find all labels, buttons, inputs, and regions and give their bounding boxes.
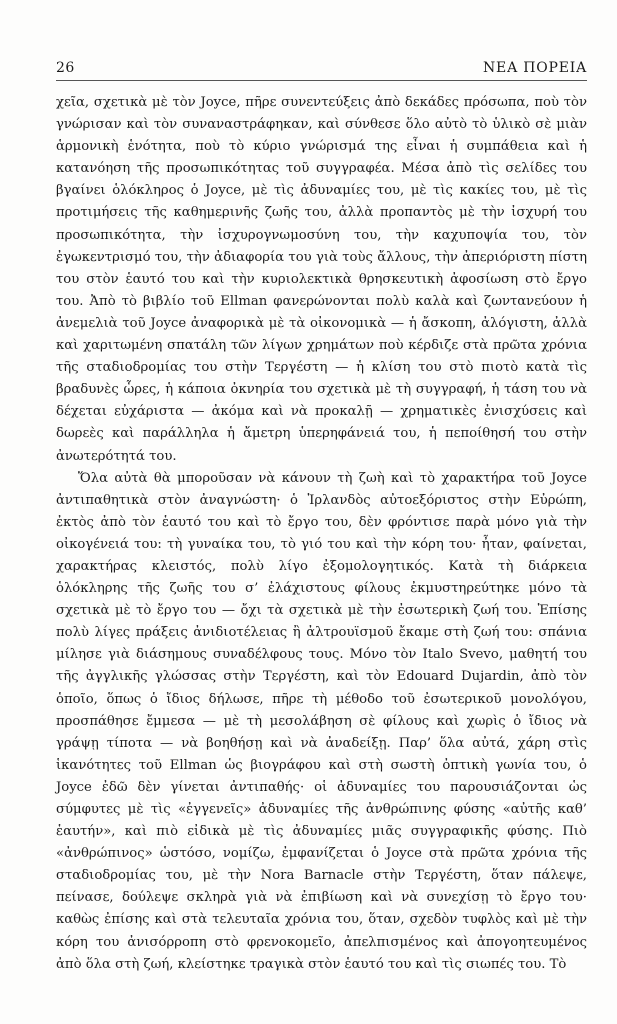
running-title: ΝΕΑ ΠΟΡΕΙΑ (483, 60, 587, 76)
page-number: 26 (56, 60, 75, 76)
paragraph-2: Ὅλα αὐτὰ θὰ μποροῦσαν νὰ κάνουν τὴ ζωὴ καὶ τὸ χαρακτήρα τοῦ Joyce ἀντιπαθητικὰ στὸν ἀναγνώστη· ὁ Ἰρλανδὸς αὐτοεξόριστος στὴν Εὐρώπη, ἐκτὸς ἀπὸ τὸν ἑαυτό του καὶ τὸ ἔργο του, δὲν φρόντισε παρὰ μόνο γιὰ τὴν οἰκογένειά του: τὴ γυναίκα του, τὸ γιό του καὶ τὴν κόρη του· ἦταν, φαίνεται, χαρακτήρας κλειστός, πολὺ λίγο ἐξομολογητικός. Κατὰ τὴ διάρκεια ὁλόκληρης τῆς ζωῆς του σ’ ἐλάχιστους φίλους ἐκμυστηρεύτηκε μόνο τὰ σχετικὰ μὲ τὸ ἔργο του — ὄχι τὰ σχετικὰ μὲ τὴν ἐσωτερικὴ ζωή του. Ἐπίσης πολὺ λίγες πράξεις ἀνιδιοτέλειας ἢ ἀλτρουϊσμοῦ ἔκαμε στὴ ζωή του: σπάνια μίλησε γιὰ διάσημους συναδέλφους τους. Μόνο τὸν Italo Svevo, μαθητή του τῆς ἀγγλικῆς γλώσσας στὴν Τεργέστη, καὶ τὸν Edouard Dujardin, ἀπὸ τὸν ὁποῖο, ὅπως ὁ ἴδιος δήλωσε, πῆρε τὴ μέθοδο τοῦ ἐσωτερικοῦ μονολόγου, προσπάθησε ἔμμεσα — μὲ τὴ μεσολάβηση σὲ φίλους καὶ χωρὶς ὁ ἴδιος νὰ γράψῃ τίποτα — νὰ βοηθήσῃ καὶ νὰ ἀναδείξῃ. Παρ’ ὅλα αὐτά, χάρη στὶς ἱκανότητες τοῦ Ellman ὡς βιογράφου καὶ στὴ σωστὴ ὀπτικὴ γωνία του, ὁ Joyce ἐδῶ δὲν γίνεται ἀντιπαθής· οἱ ἀδυναμίες του παρουσιάζονται ὡς σύμφυτες μὲ τὶς «ἐγγενεῖς» ἀδυναμίες τῆς ἀνθρώπινης φύσης «αὐτῆς καθ’ ἑαυτήν», καὶ πιὸ εἰδικὰ μὲ τὶς ἀδυναμίες μιᾶς συγγραφικῆς φύσης. Πιὸ «ἀνθρώπινος» ὡστόσο, νομίζω, ἐμφανίζεται ὁ Joyce στὰ πρῶτα χρόνια τῆς σταδιοδρομίας του, μὲ τὴν Nora Barnacle στὴν Τεργέστη, ὅταν πάλεψε, πείνασε, δούλεψε σκληρὰ γιὰ νὰ ἐπιβίωση καὶ νὰ συνεχίσῃ τὸ ἔργο του· καθὼς ἐπίσης καὶ στὰ τελευταῖα χρόνια του, ὅταν, σχεδὸν τυφλὸς καὶ μὲ τὴν κόρη του ἀνισόρροπη στὸ φρενοκομεῖο, ἀπελπισμένος καὶ ἀπογοητευμένος ἀπὸ ὅλα στὴ ζωή, κλείστηκε τραγικὰ στὸν ἑαυτό του καὶ τὶς σιωπές του. Τὸ (56, 470, 587, 972)
paragraph-1: χεῖα, σχετικὰ μὲ τὸν Joyce, πῆρε συνεντεύξεις ἀπὸ δεκάδες πρόσωπα, ποὺ τὸν γνώρισαν καὶ τὸν συναναστράφηκαν, καὶ σύνθεσε ὅλο αὐτὸ τὸ ὑλικὸ σὲ μιὰν ἁρμονικὴ ἑνότητα, ποὺ τὸ κύριο γνώρισμά της εἶναι ἡ συμπάθεια καὶ ἡ κατανόηση τῆς προσωπικότητας τοῦ συγγραφέα. Μέσα ἀπὸ τὶς σελίδες του βγαίνει ὁλόκληρος ὁ Joyce, μὲ τὶς ἀδυναμίες του, μὲ τὶς κακίες του, μὲ τὶς προτιμήσεις τῆς καθημερινῆς ζωῆς του, ἀλλὰ προπαντὸς μὲ τὴν ἰσχυρή του προσωπικότητα, τὴν ἰσχυρογνωμοσύνη του, τὴν καχυποψία του, τὸν ἐγωκεντρισμό του, τὴν ἀδιαφορία του γιὰ τοὺς ἄλλους, τὴν ἀπεριόριστη πίστη του στὸν ἑαυτό του καὶ τὴν κυριολεκτικὰ θρησκευτικὴ ἀφοσίωση στὸ ἔργο του. Ἀπὸ τὸ βιβλίο τοῦ Ellman φανερώνονται πολὺ καλὰ καὶ ζωντανεύουν ἡ ἀνεμελιὰ τοῦ Joyce ἀναφορικὰ μὲ τὰ οἰκονομικὰ — ἡ ἄσκοπη, ἀλόγιστη, ἀλλὰ καὶ χαριτωμένη σπατάλη τῶν λίγων χρημάτων ποὺ κέρδιζε στὰ πρῶτα χρόνια τῆς σταδιοδρομίας του στὴν Τεργέστη — ἡ κλίση του στὸ πιοτὸ κατὰ τὶς βραδυνὲς ὧρες, ἡ κάποια ὀκνηρία του σχετικὰ μὲ τὴ συγγραφή, ἡ τάση του νὰ δέχεται εὐχάριστα — ἀκόμα καὶ νὰ προκαλῇ — χρηματικὲς ἐνισχύσεις καὶ δωρεὲς καὶ παράλληλα ἡ ἄμετρη ὑπερηφάνειά του, ἡ πεποίθησή του στὴν ἀνωτερότητά του. (56, 95, 587, 464)
page-header (56, 54, 587, 81)
body-text (56, 92, 587, 976)
